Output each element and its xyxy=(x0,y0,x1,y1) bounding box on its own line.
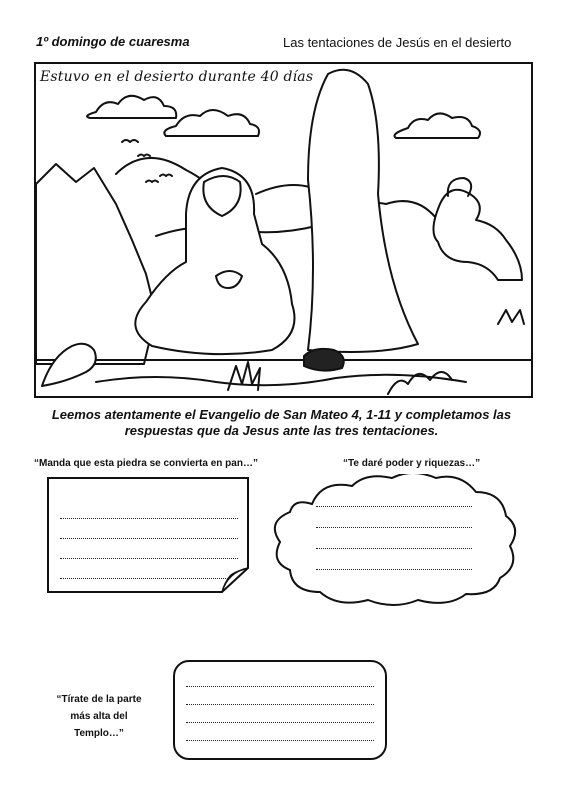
answer-line[interactable] xyxy=(186,686,374,687)
answer-line[interactable] xyxy=(186,722,374,723)
answer-line[interactable] xyxy=(60,538,238,539)
jesus-figure xyxy=(135,168,294,354)
answer-line[interactable] xyxy=(60,518,238,519)
header-left-title: 1º domingo de cuaresma xyxy=(36,34,190,49)
illustration-caption: Estuvo en el desierto durante 40 días xyxy=(40,69,314,85)
answer-line[interactable] xyxy=(186,704,374,705)
desert-scene-drawing xyxy=(36,64,533,398)
cloud-shape xyxy=(87,96,176,118)
stone-shape xyxy=(304,349,344,371)
tempter-figure xyxy=(308,70,418,352)
answer-line[interactable] xyxy=(186,740,374,741)
cloud-answer-box xyxy=(272,474,534,608)
instructions-text xyxy=(30,407,533,439)
third-temptation-quote xyxy=(38,691,160,742)
bird-shape xyxy=(160,175,172,177)
header-right-title: Las tentaciones de Jesús en el desierto xyxy=(283,35,512,50)
bird-shape xyxy=(146,181,158,183)
answer-line[interactable] xyxy=(316,527,472,528)
answer-line[interactable] xyxy=(316,506,472,507)
plant-shape xyxy=(498,310,524,324)
answer-line[interactable] xyxy=(60,558,238,559)
third-quote-line-3: Templo…” xyxy=(74,728,124,739)
desert-illustration xyxy=(34,62,533,398)
third-quote-line-1: “Tírate de la parte xyxy=(56,694,142,705)
second-temptation-quote: “Te daré poder y riquezas…” xyxy=(343,458,481,469)
instructions-line-1: Leemos atentamente el Evangelio de San Mateo 4, 1-11 y completamos las xyxy=(51,407,512,422)
answer-line[interactable] xyxy=(60,578,230,579)
cloud-shape xyxy=(395,113,481,138)
cloud-shape xyxy=(164,110,259,136)
first-temptation-quote: “Manda que esta piedra se convierta en pan…” xyxy=(34,458,258,469)
bird-shape xyxy=(138,155,150,157)
instructions-line-2: respuestas que da Jesus ante las tres tentaciones. xyxy=(124,423,439,438)
bird-shape xyxy=(122,140,138,142)
answer-line[interactable] xyxy=(316,548,472,549)
third-quote-line-2: más alta del xyxy=(70,711,128,722)
goat-figure xyxy=(433,190,522,280)
rounded-answer-box xyxy=(173,660,387,760)
answer-line[interactable] xyxy=(316,569,472,570)
